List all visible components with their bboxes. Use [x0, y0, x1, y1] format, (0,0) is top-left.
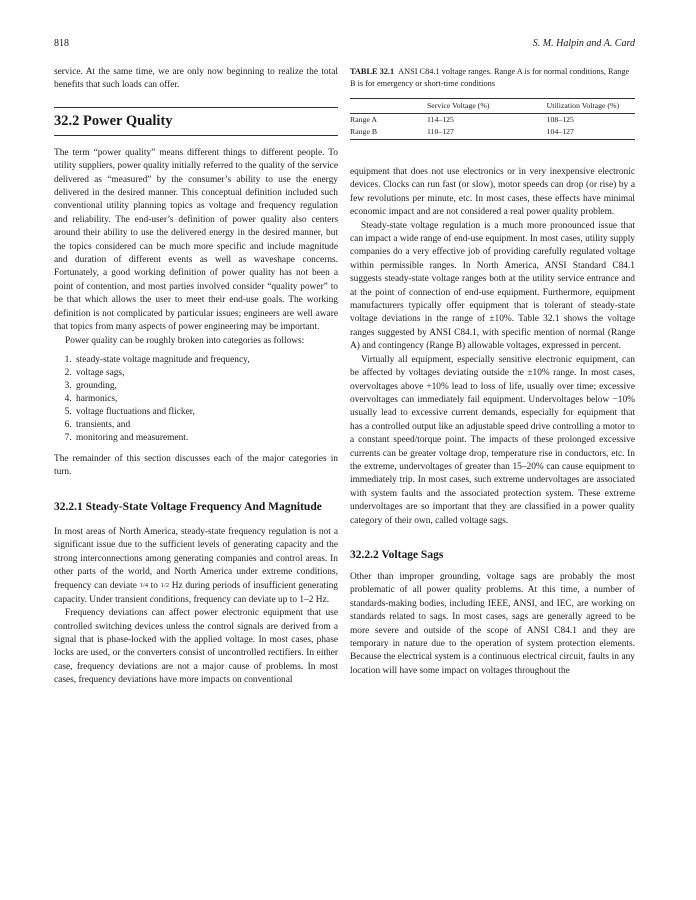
list-item: 3. grounding, [74, 380, 338, 393]
list-item: 6. transients, and [74, 419, 338, 432]
column-header: Service Voltage (%) [427, 99, 547, 114]
right-column [350, 66, 635, 678]
left-column [54, 66, 338, 688]
list-item: 4. harmonics, [74, 393, 338, 406]
list-item: 7. monitoring and measurement. [74, 432, 338, 445]
running-head: S. M. Halpin and A. Card [532, 38, 635, 49]
column-header [350, 99, 427, 114]
list-item: 5. voltage fluctuations and flicker, [74, 406, 338, 419]
text-segment: Hz during periods of insufficient generating capacity. Under transient conditions, frequency can deviate up to 1–2 Hz. [54, 581, 338, 605]
table-row [350, 126, 635, 140]
table-cell: 114–125 [426, 115, 454, 124]
subsection-title: 32.2.2 Voltage Sags [350, 548, 444, 561]
subsection-paragraph: Frequency deviations can affect power electronic equipment that use controlled switching devices unless the control signals are derived from a signal that is phase-locked with the applied voltage. In most cases, phase locks are used, or the converters consist of uncontrolled rectifiers. In either case, frequency deviations are not a major cause of problems. In most cases, frequency deviations have more impacts on conventional [54, 608, 338, 686]
list-item: 2. voltage sags, [74, 367, 338, 380]
table-caption-text: ANSI C84.1 voltage ranges. Range A is for normal conditions, Range B is for emergency or short-time conditions [350, 67, 630, 88]
text-segment: In most areas of North America, steady-state frequency regulation is not a significant issue due to the sufficient levels of generating capacity and the strong interconnections among generating companies and control areas. In other parts of the world, and North America under extreme conditions, frequency can deviate [54, 526, 338, 592]
body-paragraph: Steady-state voltage regulation is a much more pronounced issue that can impact a wide range of end-use equipment. In most cases, utility supply companies do a very effective job of providing carefully regulated voltage within permissible ranges. In North America, ANSI Standard C84.1 suggests steady-state voltage ranges both at the utility service entrance and at the point of connection of end-use equipment. Furthermore, equipment manufacturers typically offer equipment that is tolerant of steady-state voltage deviations in the range of ±10%. Table 32.1 shows the voltage ranges suggested by ANSI C84.1, with specific mention of normal (Range A) and contingency (Range B) allowable voltages, expressed in percent. [350, 220, 635, 352]
section-paragraph: The term “power quality” means different things to different people. To utility suppliers, power quality initially referred to the quality of the service delivered as “measured” by the consumer’s ability to use the energy delivered in the desired manner. This conceptual definition included such conventional utility planning topics as voltage and frequency regulation and reliability. The end-user’s definition of power quality also centers around their ability to use the delivered energy in the desired manner, but the topics considered can be much more specific and include magnitude and duration of different events as well as waveshape concerns. Fortunately, a good working definition of power quality has not been a point of contention, and most parties involved consider “quality power” to be that which allows the user to meet their end-use goals. The working definition is not complicated by particular issues; engineers are well aware that topics from many aspects of power engineering may be important. [54, 147, 338, 333]
body-paragraph: equipment that does not use electronics or in very inexpensive electronic devices. Clocks can run fast (or slow), motor speeds can drop (or rise) by a few revolutions per minute, etc. In most cases, these effects have minimal economic impact and are not considered a real power quality problem. [350, 167, 635, 218]
column-header: Utilization Voltage (%) [547, 99, 635, 114]
fraction: 1/2 [160, 582, 170, 590]
body-paragraph: Other than improper grounding, voltage sags are probably the most problematic of all power quality problems. At this time, a number of standards-making bodies, including IEEE, ANSI, and IEC, are working on standards related to sags. In most cases, sags are generally agreed to be more severe and outside of the scope of ANSI C84.1 and they are temporary in nature due to the operation of system protection elements. Because the electrical system is a continuous electrical circuit, faults in any location will have some impact on voltages throughout the [350, 571, 635, 676]
subsection-title: 32.2.1 Steady-State Voltage Frequency And Magnitude [54, 500, 322, 513]
fraction: 1/4 [139, 582, 148, 590]
section-title: 32.2 Power Quality [54, 107, 338, 136]
table-header-row [350, 99, 635, 114]
page-header [54, 38, 635, 54]
section-paragraph: The remainder of this section discusses each of the major categories in turn. [54, 453, 338, 478]
table-cell: Range A [350, 115, 378, 124]
subsection-paragraph [54, 526, 338, 607]
body-paragraph: Virtually all equipment, especially sensitive electronic equipment, can be affected by voltages deviating outside the ±10% range. In most cases, overvoltages above +10% lead to loss of life, usually over time; excessive overvoltages can immediately fail equipment. Undervoltages below −10% usually lead to excessive current demands, especially for equipment that has a controlled output like an adjustable speed drive controlling a motor to a constant speed/torque point. The impacts of these prolonged excessive currents can be greater voltage drop, temperature rise in conductors, etc. In the extreme, undervoltages of greater than 15–20% can cause equipment to immediately trip. In most cases, such extreme undervoltages are associated with system faults and the associated protection system. These extreme undervoltages are so important that they are classified in a power quality category of their own, called voltage sags. [350, 354, 635, 526]
table-row [350, 114, 635, 127]
table-cell: 110–127 [427, 126, 547, 140]
intro-paragraph: service. At the same time, we are only now beginning to realize the total benefits that such loads can offer. [54, 67, 338, 91]
table-label: TABLE 32.1 [350, 67, 395, 76]
power-quality-categories [54, 354, 338, 445]
page-number: 818 [54, 38, 69, 49]
table-caption [350, 66, 635, 90]
list-item: 1. steady-state voltage magnitude and frequency, [74, 354, 338, 367]
table-cell: 108–125 [546, 115, 574, 124]
voltage-ranges-table [350, 98, 635, 140]
table-cell: 104–127 [547, 126, 635, 140]
table-cell: Range B [350, 126, 427, 140]
text-segment: to [150, 581, 158, 592]
section-paragraph: Power quality can be roughly broken into categories as follows: [65, 335, 305, 346]
